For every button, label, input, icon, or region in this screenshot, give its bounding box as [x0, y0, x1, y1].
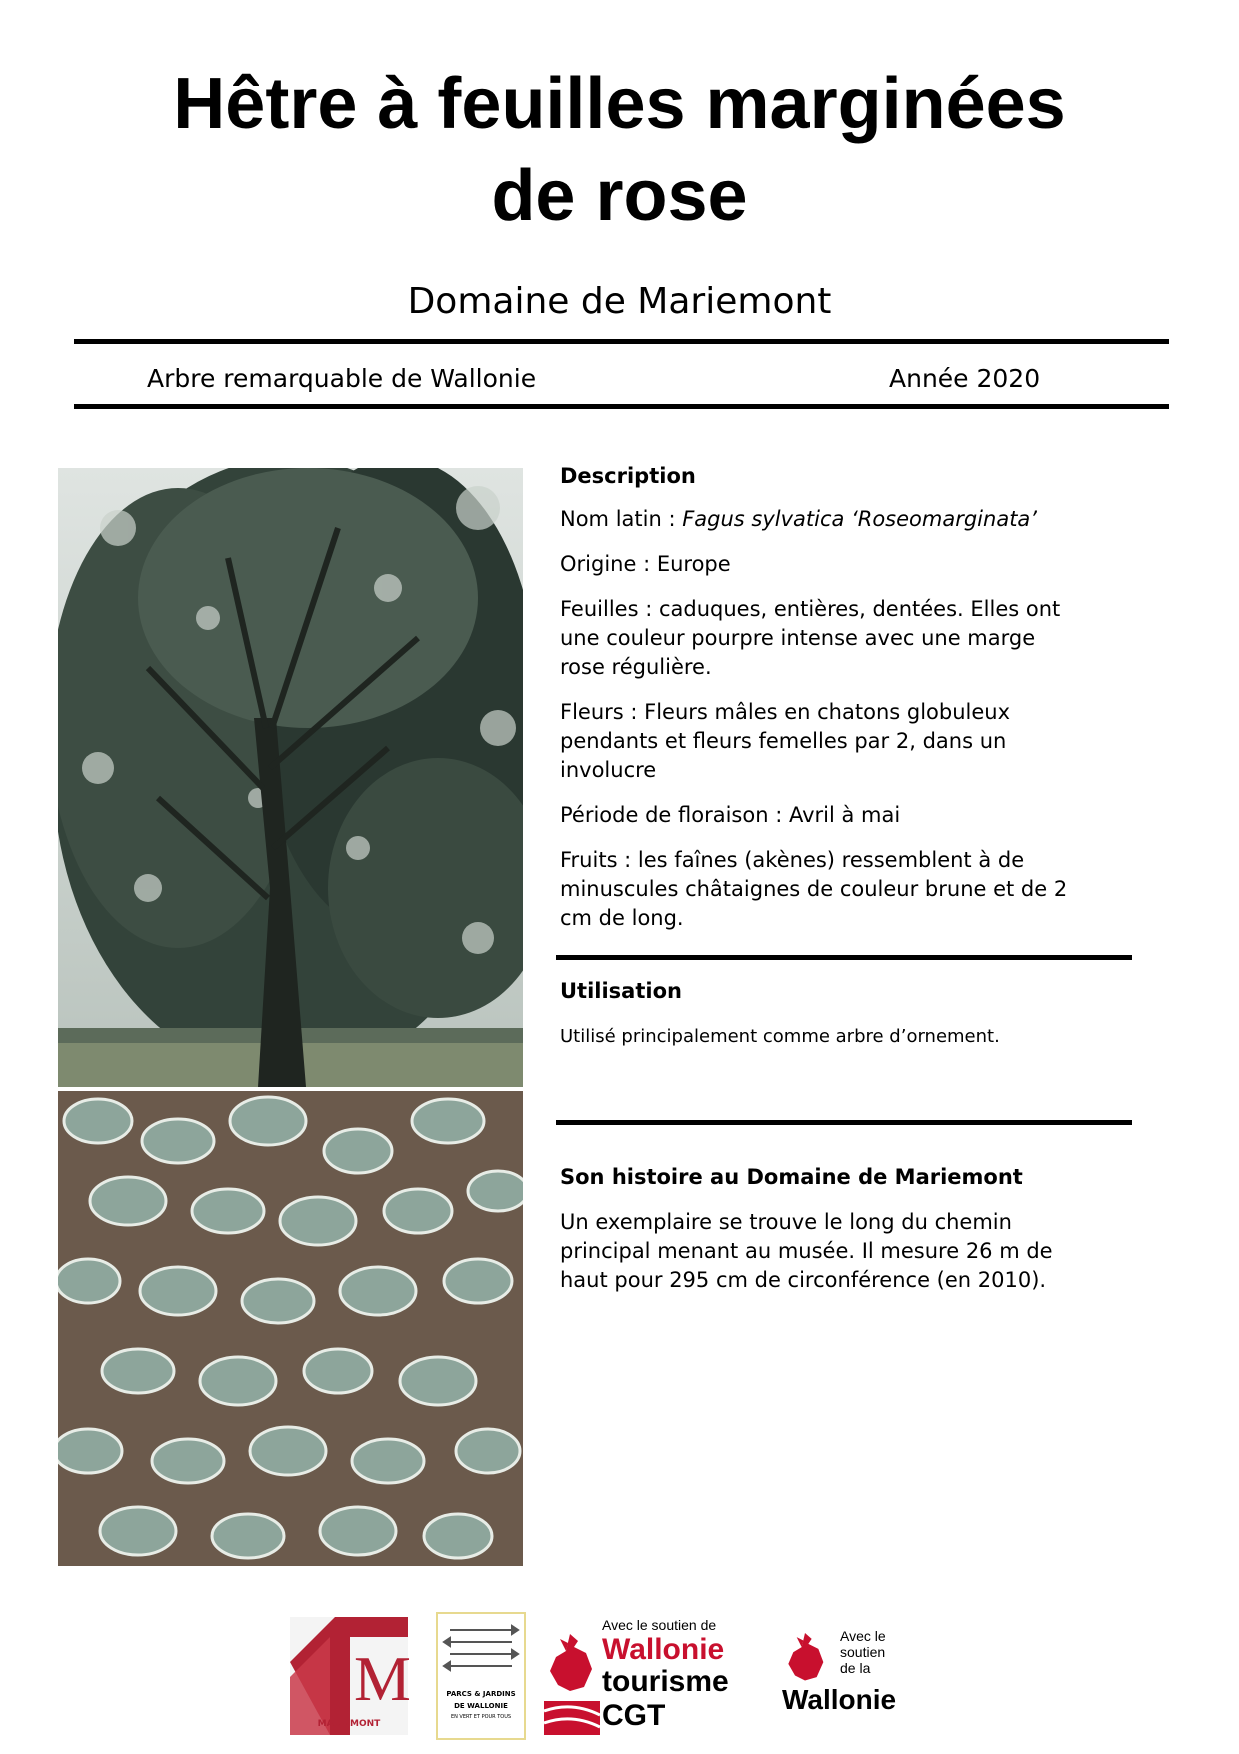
mariemont-label: MARIEMONT	[317, 1719, 381, 1729]
title-line-1: Hêtre à feuilles marginées	[173, 64, 1066, 144]
cgt-stripes-icon	[544, 1701, 600, 1735]
tourisme-line1: Avec le soutien de	[602, 1617, 717, 1633]
meta-divider	[74, 404, 1169, 409]
parcs-line3: EN VERT ET POUR TOUS	[450, 1714, 512, 1720]
subtitle: Domaine de Mariemont	[407, 281, 832, 322]
description-heading: Description	[560, 464, 696, 488]
mariemont-letter: M	[354, 1643, 411, 1714]
history-text: Un exemplaire se trouve le long du chemin principal menant au musée. Il mesure 26 m de haut pour 295 cm de circonférence (en 2010).	[560, 1210, 1053, 1292]
rooster-icon-2	[780, 1628, 830, 1688]
wallonie-line4: Wallonie	[782, 1684, 897, 1715]
parcs-line2: DE WALLONIE	[454, 1702, 508, 1710]
fruits: Fruits : les faînes (akènes) ressemblent à de minuscules châtaignes de couleur brune et de 2 cm de long.	[560, 848, 1068, 930]
latin-label: Nom latin :	[560, 507, 683, 531]
tourisme-line2: Wallonie	[602, 1633, 725, 1666]
wallonie-tourisme-logo	[540, 1617, 740, 1737]
usage-divider	[556, 1120, 1132, 1125]
remarkable-tree-label: Arbre remarquable de Wallonie	[147, 364, 537, 393]
wallonie-line1: Avec le	[840, 1628, 886, 1644]
origin: Origine : Europe	[560, 552, 731, 576]
tourisme-line4: CGT	[602, 1699, 666, 1732]
parcs-jardins-logo	[436, 1612, 526, 1740]
description-divider	[556, 955, 1132, 960]
wallonie-support-logo	[780, 1628, 920, 1728]
mariemont-logo	[290, 1617, 411, 1735]
year-label: Année 2020	[889, 364, 1041, 393]
history-section	[560, 1163, 1100, 1295]
top-divider	[74, 339, 1169, 344]
usage-heading: Utilisation	[560, 979, 682, 1003]
latin-name	[560, 505, 1100, 534]
leaves: Feuilles : caduques, entières, dentées. Elles ont une couleur pourpre intense avec une marge rose régulière.	[560, 597, 1061, 679]
description-section	[560, 462, 1100, 933]
history-heading: Son histoire au Domaine de Mariemont	[560, 1165, 1023, 1189]
flowering-period: Période de floraison : Avril à mai	[560, 803, 901, 827]
leaves-photo	[58, 1091, 523, 1566]
usage-section	[560, 977, 1100, 1051]
parcs-line1: PARCS & JARDINS	[446, 1690, 516, 1698]
wallonie-line2: soutien	[840, 1644, 886, 1660]
rooster-icon	[540, 1629, 600, 1699]
wallonie-line3: de la	[840, 1660, 871, 1676]
tree-photo	[58, 468, 523, 1087]
tourisme-line3: tourisme	[602, 1665, 729, 1698]
usage-text: Utilisé principalement comme arbre d’ornement.	[560, 1026, 1000, 1047]
page-title	[0, 58, 1239, 242]
flowers: Fleurs : Fleurs mâles en chatons globuleux pendants et fleurs femelles par 2, dans un involucre	[560, 700, 1011, 782]
latin-value: Fagus sylvatica ‘Roseomarginata’	[682, 507, 1037, 531]
title-line-2: de rose	[491, 156, 748, 236]
